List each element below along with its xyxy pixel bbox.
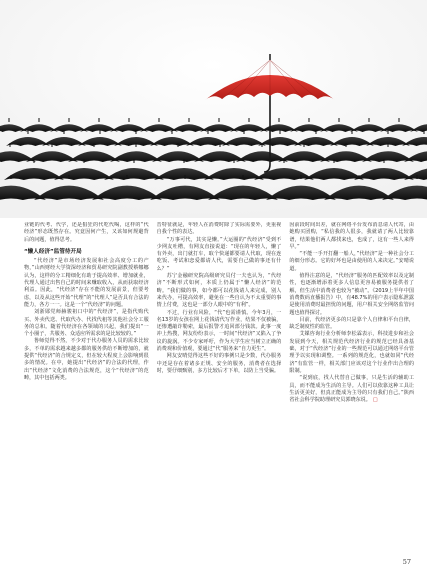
section-heading: “懒人经济”监管待开局	[24, 248, 82, 255]
paragraph: 不过，行业有风险，“代”也需谨慎。今年3月，一名13岁的女孩在网上花钱请代写作业，结果不仅被骗，还惨遭敲诈勒索，最后报警才追回部分钱款。此事一度冲上热搜，网友纷纷表示，一时间“代经济”又陷入了争议的旋涡。不少专家呼吁，作为大学生应当树立正确的消费观和价值观，要通过“代”服务来“自力更生”。	[156, 309, 282, 353]
article-end-icon: □	[372, 397, 378, 404]
paragraph: 苏宁金融研究院高级研究员付一夫也认为，“代经济”不断形式如何，本质上仍属于“懒人经济”的范畴。“我们做的事，如今都可以花钱请人来完成，别人来代办，可提高效率，避免在一些自认为不太重要的事情上付费，这也是一部分人眼中的“有利”。	[156, 273, 282, 309]
article-column-1	[24, 222, 149, 552]
paragraph: 鲁师觉得不然，不少对于代办服务人员的需求比较多，不单的需求越来越多都的服务供给不断增加的，就提供“代经济”的合规定义，但在较大程度上会影响到很多的情况。在中，她提出“代经济”的合法的代理，作出“代经济”文化消费的合法规范，这个“代经济”的范畴，其中包括两类。	[24, 338, 149, 381]
paragraph: “代经济”是市场经济发展和社会高度分工的产物，”山西财经大学资深经济和贸易研究院副教授蔡娜娜认为，这样的分工精细化有助于提高效率、增加就业，代理人通过出售自己的时间来赚取收入，从而获取经济利益。因此，“代经济”存在不能的发展前景，但要考虑，以及从这些开始“代理”的“代理人”是否具有合法的能力，各方一一。这是一个“代经济”的问题。	[24, 258, 149, 308]
paragraph: 艾媒咨询行业分析师李松霖表示，科技进步和社会发展到今天，相关规范代经济行业的规范已经具备基础，对于“代经济”行业的一些规范可以通过网络平台管理予以实现和调整。一系列的规范化，也就如同“代经济”有监管一样，相关部门应该对这个行业作出合理的限制。	[289, 331, 415, 374]
paragraph: 刘浙郧党师赫骏祖口中的“代经济”，是指代购代买、外卖代送、代取代办、代找代租等其他社会分工服务的总和。随着代经济在各领域的兴起，我们提出“一个小圈子，共服务、众适应所需求的是比较较的。”	[24, 309, 149, 338]
paragraph: 值得注意的是，“代经济”服务的匹配效率以及定制性，也逐渐增添着更多人信息更容易被服务提供者了解，但生活中消费者也较为“被动”。《2019上半年中国消费数码直播报告》中，有48.7%的用户表示隐私泄露是使用消费时最担忧的问题，用户相关安全网络监管问题也值得探讨。	[289, 273, 415, 316]
article-column-3	[289, 222, 414, 552]
article-column-2	[157, 222, 282, 552]
paragraph: “万事可代，其实是懒。”大运圈的“代经济”受到不少网友吐槽，有网友直接说道：“现在的年轻人，懒了有外卖，出门就打车，取个快递都要请人代取，现在连吃饭、考试和恋爱都请人代，需要自己做的事还有什么？”	[156, 236, 282, 272]
paragraph: 业链的代考、代学，还是猖狂的代吃代喝，这样的“代经济”形态既然存在。究竟因何产生，又该如何规避背后的问题，值得思考。	[24, 222, 149, 243]
page-number: 57	[402, 558, 411, 566]
paragraph: “不能一手开打翻一船人，”代经济”是一种社会分工的细分形态。它的好坏也是由使用的人来决定。”安晴说道。	[289, 251, 415, 272]
paragraph: 网友安晴觉得这些不好的事例只是少数，代办服务中还是存在着诸多正规、安全的服务，消费者在选择时，要仔细甄别，多方比较后才下单，以防上当受骗。	[156, 353, 282, 374]
paragraph: 因前段时间出差，就在网络平台发布消息请人代寄，由她购买团购，“私信我的人很多，我就请了两人比较靠谱，结果他们两人都找来也，也成了，这有一些人来得早。”	[289, 222, 415, 250]
paragraph: 目前，代经济更多的只是靠个人自律和平台自律，缺乏制度性的监管。	[289, 316, 415, 331]
umbrellas-photo	[0, 0, 427, 218]
article-columns	[24, 222, 414, 552]
paragraph: 晋特征就是，年轻人在消费时除了实际需要外，更重视自我个性的表达。	[156, 222, 282, 236]
paragraph: “说到底，找人代替自己做事，只是生活的辅助工具，而不能成为生活的主导。人们可以依靠这种工具让生活更美好，但真正能成为主导的只有我们自己。”陕西省社会科学院助理研究员郭晓东说。 □	[289, 375, 415, 404]
